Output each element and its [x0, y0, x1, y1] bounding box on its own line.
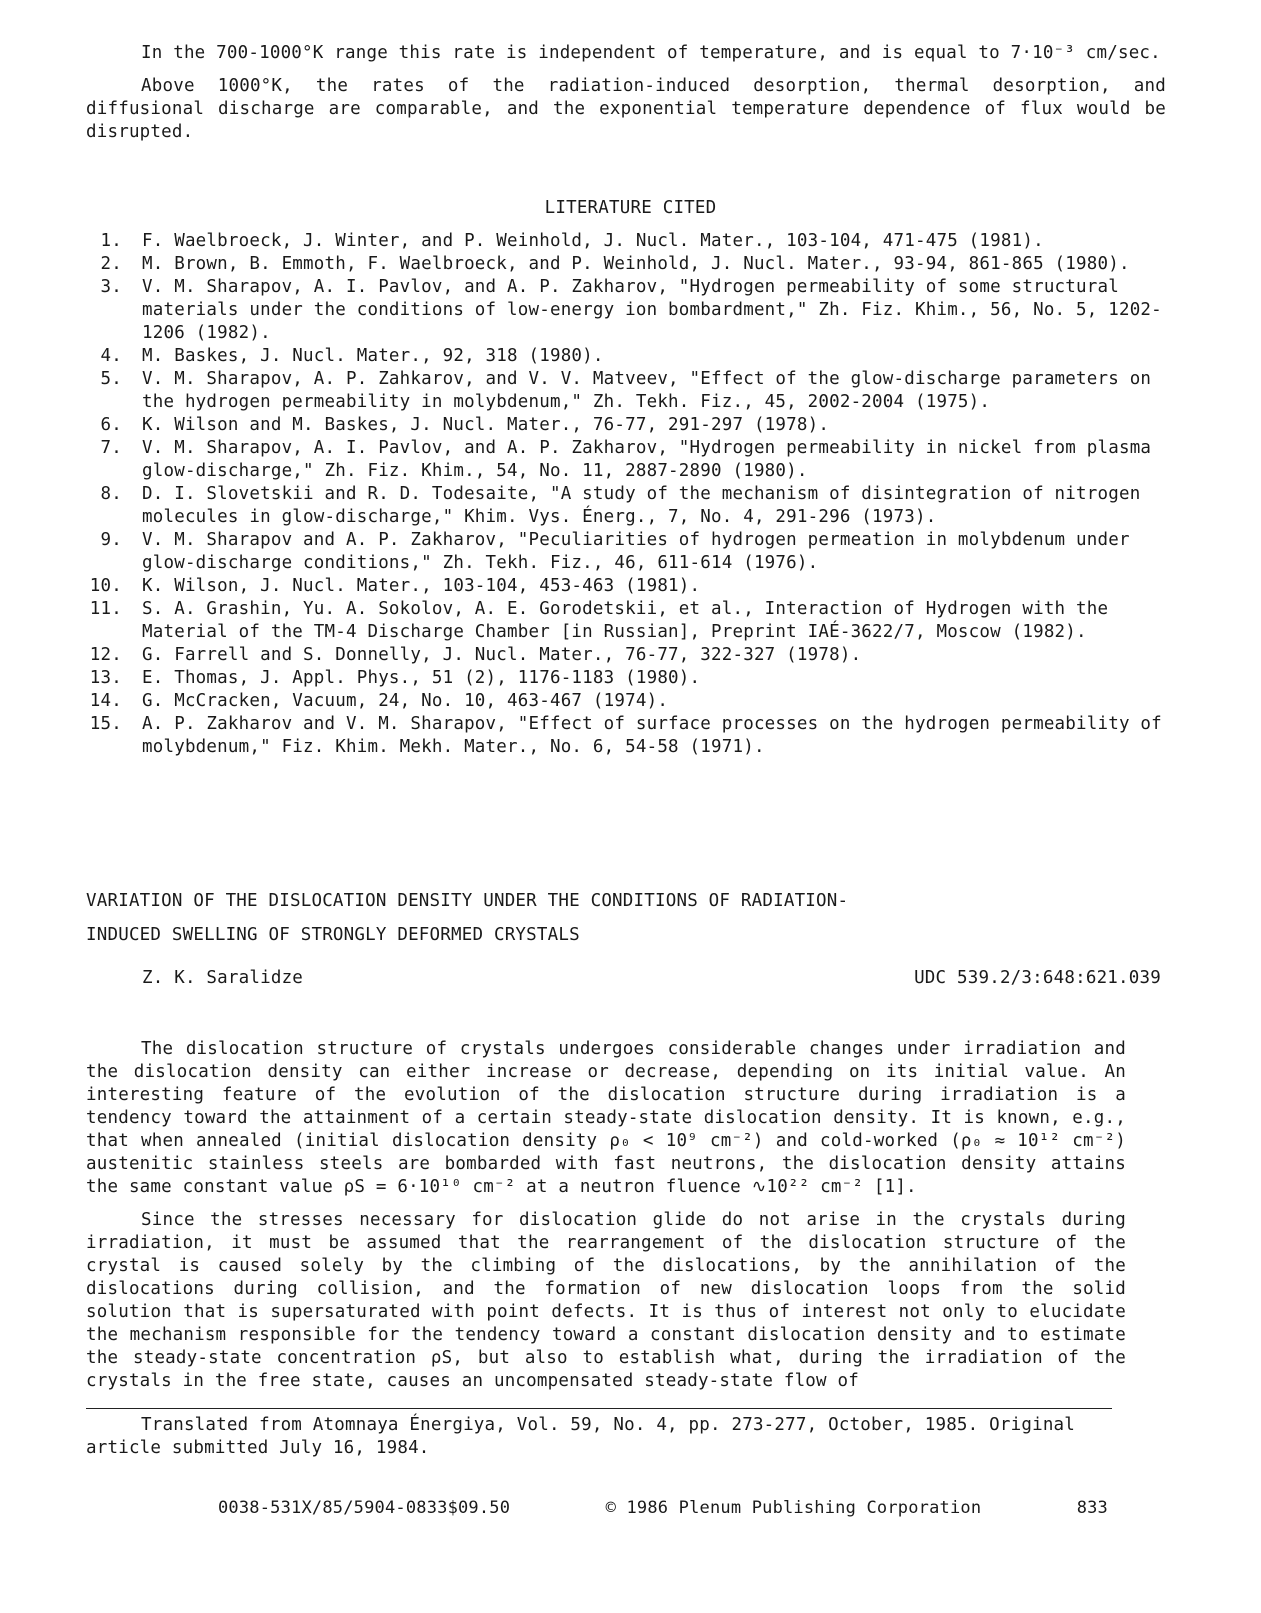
reference-number: 13. [89, 668, 122, 688]
reference-text: V. M. Sharapov, A. P. Zahkarov, and V. V. Matveev, "Effect of the glow-discharge parameters on the hydrogen permeability in molybdenum," Zh. Tekh. Fiz., 45, 2002-2004 (1975). [142, 369, 1152, 412]
reference-text: K. Wilson, J. Nucl. Mater., 103-104, 453-463 (1981). [142, 576, 701, 596]
reference-number: 2. [100, 254, 122, 274]
author-udc-line [142, 968, 1161, 988]
reference-number: 11. [89, 599, 122, 619]
reference-item [86, 598, 1176, 644]
reference-text: F. Waelbroeck, J. Winter, and P. Weinhold, J. Nucl. Mater., 103-104, 471-475 (1981). [142, 231, 1044, 251]
reference-item [86, 575, 1176, 598]
article-body [86, 1038, 1126, 1393]
reference-item [86, 345, 1176, 368]
reference-item [86, 368, 1176, 414]
reference-text: M. Brown, B. Emmoth, F. Waelbroeck, and P. Weinhold, J. Nucl. Mater., 93-94, 861-865 (1980). [142, 254, 1130, 274]
reference-text: M. Baskes, J. Nucl. Mater., 92, 318 (1980). [142, 346, 604, 366]
reference-item [86, 713, 1176, 759]
reference-item [86, 253, 1176, 276]
reference-number: 8. [100, 484, 122, 504]
reference-item [86, 483, 1176, 529]
article-udc: UDC 539.2/3:648:621.039 [914, 968, 1161, 988]
reference-number: 12. [89, 645, 122, 665]
body-paragraph-2: Since the stresses necessary for dislocation glide do not arise in the crystals during irradiation, it must be assumed that the rearrangement of the dislocation structure of the crystal is caused solely by the climbing of the dislocations, by the annihilation of the dislocations during collision, and the formation of new dislocation loops from the solid solution that is supersaturated with point defects. It is thus of interest not only to elucidate the mechanism responsible for the tendency toward a constant dislocation density and to estimate the steady-state concentration ρS, but also to establish what, during the irradiation of the crystals in the free state, causes an uncompensated steady-state flow of [86, 1210, 1126, 1391]
article-title-line-1: VARIATION OF THE DISLOCATION DENSITY UNDER THE CONDITIONS OF RADIATION- [86, 891, 849, 911]
reference-text: E. Thomas, J. Appl. Phys., 51 (2), 1176-1183 (1980). [142, 668, 701, 688]
reference-text: V. M. Sharapov and A. P. Zakharov, "Peculiarities of hydrogen permeation in molybdenum under glow-discharge conditions," Zh. Tekh. Fiz., 46, 611-614 (1976). [142, 530, 1130, 573]
copyright-notice: © 1986 Plenum Publishing Corporation [605, 1498, 982, 1518]
intro-paragraph-1: In the 700-1000°K range this rate is independent of temperature, and is equal to 7·10⁻³ cm/sec. [141, 43, 1161, 63]
reference-text: A. P. Zakharov and V. M. Sharapov, "Effect of surface processes on the hydrogen permeability of molybdenum," Fiz. Khim. Mekh. Mater., No. 6, 54-58 (1971). [142, 714, 1162, 757]
footnote [86, 1414, 1112, 1460]
reference-number: 10. [89, 576, 122, 596]
reference-number: 4. [100, 346, 122, 366]
reference-text: S. A. Grashin, Yu. A. Sokolov, A. E. Gorodetskii, et al., Interaction of Hydrogen with the Material of the TM-4 Discharge Chamber [in Russian], Preprint IAÉ-3622/7, Moscow (1982). [142, 599, 1109, 642]
reference-item [86, 414, 1176, 437]
footnote-rule [86, 1408, 1112, 1409]
translation-note: Translated from Atomnaya Énergiya, Vol. 59, No. 4, pp. 273-277, October, 1985. Original article submitted July 16, 1984. [86, 1415, 1076, 1458]
body-paragraph-1: The dislocation structure of crystals undergoes considerable changes under irradiation and the dislocation density can either increase or decrease, depending on its initial value. An interesting feature of the evolution of the dislocation structure during irradiation is a tendency toward the attainment of a certain steady-state dislocation density. It is known, e.g., that when annealed (initial dislocation density ρ₀ < 10⁹ cm⁻²) and cold-worked (ρ₀ ≈ 10¹² cm⁻²) austenitic stainless steels are bombarded with fast neutrons, the dislocation density attains the same constant value ρS = 6·10¹⁰ cm⁻² at a neutron fluence ∿10²² cm⁻² [1]. [86, 1039, 1126, 1197]
reference-number: 5. [100, 369, 122, 389]
reference-item [86, 644, 1176, 667]
intro-paragraph-2: Above 1000°K, the rates of the radiation-induced desorption, thermal desorption, and diffusional discharge are comparable, and the exponential temperature dependence of flux would be disrupted. [86, 76, 1166, 142]
reference-item [86, 529, 1176, 575]
reference-list [86, 230, 1176, 759]
reference-number: 6. [100, 415, 122, 435]
reference-number: 1. [100, 231, 122, 251]
article-title-line-2: INDUCED SWELLING OF STRONGLY DEFORMED CRYSTALS [86, 925, 580, 945]
page-footer [218, 1498, 1108, 1518]
reference-number: 9. [100, 530, 122, 550]
references-title: LITERATURE CITED [544, 198, 717, 218]
reference-item [86, 667, 1176, 690]
reference-item [86, 276, 1176, 345]
reference-number: 7. [100, 438, 122, 458]
publication-code: 0038-531X/85/5904-0833$09.50 [218, 1498, 511, 1518]
reference-number: 15. [89, 714, 122, 734]
reference-text: V. M. Sharapov, A. I. Pavlov, and A. P. Zakharov, "Hydrogen permeability of some structural materials under the conditions of low-energy ion bombardment," Zh. Fiz. Khim., 56, No. 5, 1202-1206 (1982). [142, 277, 1162, 343]
reference-text: K. Wilson and M. Baskes, J. Nucl. Mater., 76-77, 291-297 (1978). [142, 415, 830, 435]
reference-text: V. M. Sharapov, A. I. Pavlov, and A. P. Zakharov, "Hydrogen permeability in nickel from plasma glow-discharge," Zh. Fiz. Khim., 54, No. 11, 2887-2890 (1980). [142, 438, 1152, 481]
reference-number: 14. [89, 691, 122, 711]
reference-text: G. McCracken, Vacuum, 24, No. 10, 463-467 (1974). [142, 691, 669, 711]
reference-item [86, 230, 1176, 253]
reference-number: 3. [100, 277, 122, 297]
article-author: Z. K. Saralidze [142, 968, 304, 988]
page-number: 833 [1076, 1498, 1108, 1518]
reference-item [86, 437, 1176, 483]
reference-item [86, 690, 1176, 713]
reference-text: G. Farrell and S. Donnelly, J. Nucl. Mater., 76-77, 322-327 (1978). [142, 645, 862, 665]
reference-text: D. I. Slovetskii and R. D. Todesaite, "A study of the mechanism of disintegration of nitrogen molecules in glow-discharge," Khim. Vys. Énerg., 7, No. 4, 291-296 (1973). [142, 484, 1141, 527]
intro-section [86, 42, 1166, 144]
